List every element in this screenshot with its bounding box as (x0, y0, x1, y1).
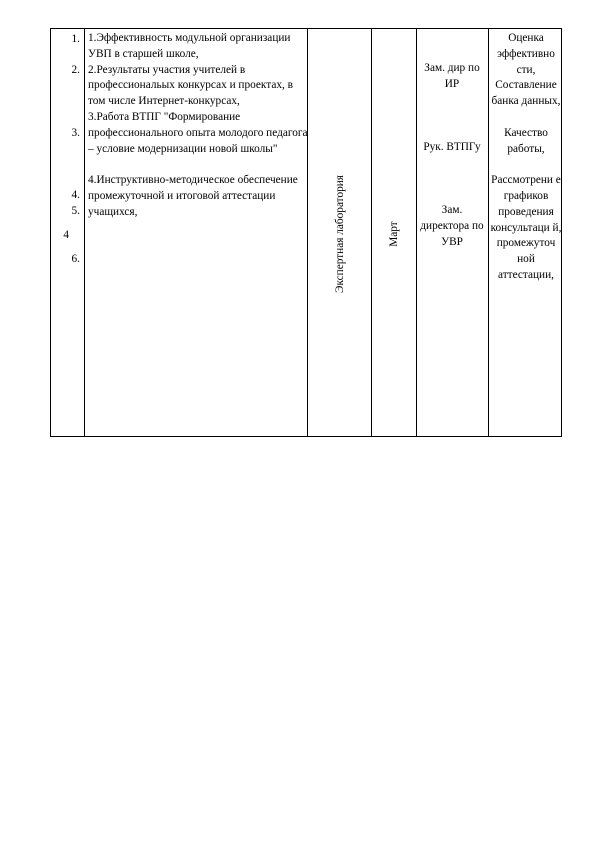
column-divider (84, 29, 85, 436)
result-column (489, 31, 563, 284)
row-number: 2. (71, 64, 80, 76)
date-label: Март (388, 221, 400, 247)
result-text: Составление банка данных, (491, 79, 561, 108)
row-number: 5. (71, 205, 80, 217)
result-text: Оценка эффективно сти, (497, 32, 555, 76)
result-text: Рассмотрени е графиков проведения консультаци й, промежуточ ной аттестации, (490, 174, 562, 281)
item-text: 1.Эффективность модульной организации УВП в старшей школе, (88, 32, 291, 60)
row-number: 1. (71, 33, 80, 45)
responsible-text: Рук. ВТПГу (423, 141, 481, 153)
row-number: 6. (71, 253, 80, 265)
item-text: 2.Результаты участия учителей в профессиональых конкурсах и проектах, в том числе Интернет-конкурсах, (88, 63, 293, 108)
plan-table (50, 28, 562, 437)
form-label: Экспертная лаборатория (334, 175, 346, 293)
content-column (88, 31, 308, 221)
row-number: 3. (71, 127, 80, 139)
responsible-text: Зам. дир по ИР (424, 62, 480, 90)
row-number: 4. (71, 189, 80, 201)
item-text: 4.Инструктивно-методическое обеспечение промежуточной и итоговой аттестации учащихся, (88, 174, 298, 218)
column-divider (371, 29, 372, 436)
item-text: 3.Работа ВТПГ "Формирование профессионального опыта молодого педагога – условие модернизации новой школы" (88, 110, 308, 155)
responsible-text: Зам. директора по УВР (420, 204, 484, 248)
row-number: 4 (63, 229, 69, 241)
result-text: Качество работы, (504, 126, 548, 155)
